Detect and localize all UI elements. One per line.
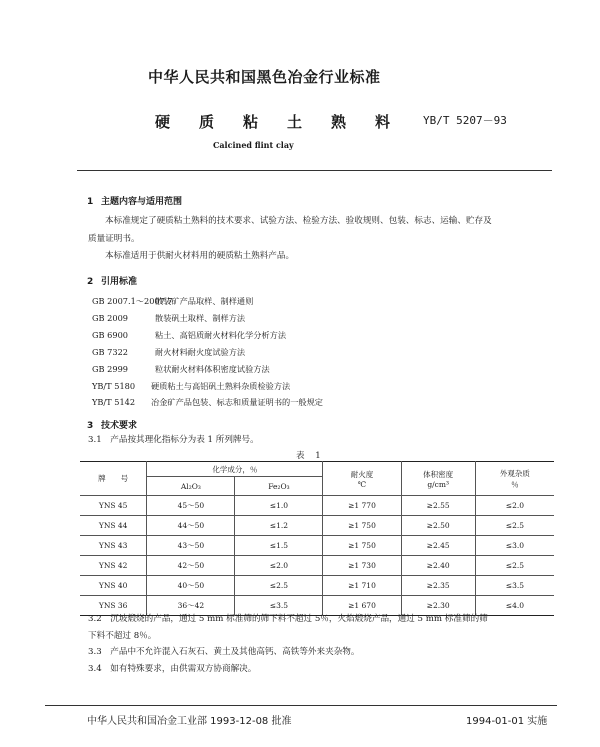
cell-grade: YNS 45 <box>80 496 147 516</box>
header-bulk-density-unit: g/cm³ <box>427 479 449 489</box>
section-1-paragraph-1-line-1: 本标准规定了硬质粘土熟料的技术要求、试验方法、检验方法、验收规则、包装、标志、运输、贮存及 <box>105 216 492 226</box>
cell-al2o3: 36～42 <box>147 596 235 616</box>
cell-visible-impurity: ≤2.5 <box>475 556 554 576</box>
header-chemical-composition: 化学成分，％ <box>147 462 323 477</box>
section-1-paragraph-2: 本标准适用于供耐火材料用的硬质粘土熟料产品。 <box>105 251 295 261</box>
section-3-title: 技术要求 <box>101 421 138 431</box>
section-3-heading <box>87 418 137 431</box>
reference-title: 冶金矿产品包装、标志和质量证明书的一般规定 <box>151 397 323 407</box>
cell-bulk-density: ≥2.30 <box>401 596 475 616</box>
clause-3-2-line-1: 3.2 沉坡煅烧的产品，通过 5 mm 标准筛的筛下料不超过 5％，火焰煅烧产品，通过 5 mm 标准筛的筛 <box>88 614 488 624</box>
cell-fe2o3: ≤2.5 <box>235 576 323 596</box>
cell-refractoriness: ≥1 770 <box>323 496 401 516</box>
footer-divider <box>45 705 557 706</box>
clause-3-3: 3.3 产品中不允许混入石灰石、黄土及其他高钙、高铁等外来夹杂物。 <box>88 647 360 657</box>
reference-item <box>92 381 290 392</box>
section-2-heading <box>87 274 137 287</box>
cell-visible-impurity: ≤4.0 <box>475 596 554 616</box>
document-title: 硬质粘土熟料 <box>155 113 420 131</box>
header-fe2o3: Fe₂O₃ <box>235 477 323 496</box>
header-refractoriness-unit: ℃ <box>357 479 367 489</box>
implementation-date: 1994-01-01 实施 <box>466 716 548 727</box>
cell-al2o3: 40～50 <box>147 576 235 596</box>
clause-3-4: 3.4 如有特殊要求，由供需双方协商解决。 <box>88 664 257 674</box>
section-3-number: 3 <box>87 421 94 431</box>
industry-title: 中华人民共和国黑色冶金行业标准 <box>148 68 381 86</box>
header-bulk-density-label: 体积密度 <box>423 469 454 479</box>
cell-al2o3: 42～50 <box>147 556 235 576</box>
approval-statement: 中华人民共和国冶金工业部 1993-12-08 批准 <box>87 716 292 727</box>
cell-grade: YNS 40 <box>80 576 147 596</box>
cell-bulk-density: ≥2.50 <box>401 516 475 536</box>
reference-item <box>92 397 323 408</box>
reference-item <box>92 347 245 358</box>
cell-grade: YNS 43 <box>80 536 147 556</box>
cell-al2o3: 43～50 <box>147 536 235 556</box>
section-1-heading <box>87 194 182 207</box>
reference-item <box>92 364 270 375</box>
specification-table <box>80 461 554 616</box>
section-1-title: 主题内容与适用范围 <box>101 197 183 207</box>
reference-title: 硬质粘土与高铝矾土熟料杂质检验方法 <box>151 381 291 391</box>
reference-title: 耐火材料耐火度试验方法 <box>155 347 246 357</box>
cell-fe2o3: ≤1.0 <box>235 496 323 516</box>
reference-code: GB 2009 <box>92 313 128 323</box>
reference-code: YB/T 5142 <box>92 397 136 407</box>
table-row <box>80 496 554 516</box>
cell-refractoriness: ≥1 750 <box>323 536 401 556</box>
table-row <box>80 576 554 596</box>
header-visible-impurity-unit: ％ <box>511 479 519 489</box>
standard-number: YB/T 5207－93 <box>423 114 507 127</box>
cell-fe2o3: ≤2.0 <box>235 556 323 576</box>
reference-title: 散装矾土取样、制样方法 <box>155 313 246 323</box>
table-row <box>80 556 554 576</box>
table-row <box>80 516 554 536</box>
header-visible-impurity <box>475 462 554 496</box>
cell-grade: YNS 42 <box>80 556 147 576</box>
cell-bulk-density: ≥2.55 <box>401 496 475 516</box>
reference-code: GB 2007.1～2007.7 <box>92 296 173 306</box>
section-2-title: 引用标准 <box>101 277 138 287</box>
reference-code: YB/T 5180 <box>92 381 136 391</box>
header-divider <box>77 170 552 171</box>
cell-refractoriness: ≥1 750 <box>323 516 401 536</box>
table-row <box>80 536 554 556</box>
cell-fe2o3: ≤1.5 <box>235 536 323 556</box>
header-bulk-density <box>401 462 475 496</box>
cell-grade: YNS 44 <box>80 516 147 536</box>
cell-visible-impurity: ≤3.5 <box>475 576 554 596</box>
header-refractoriness <box>323 462 401 496</box>
cell-fe2o3: ≤3.5 <box>235 596 323 616</box>
cell-visible-impurity: ≤3.0 <box>475 536 554 556</box>
cell-al2o3: 45～50 <box>147 496 235 516</box>
cell-visible-impurity: ≤2.0 <box>475 496 554 516</box>
header-al2o3: Al₂O₃ <box>147 477 235 496</box>
section-1-number: 1 <box>87 197 94 207</box>
table-caption: 表 1 <box>296 451 325 461</box>
english-title: Calcined flint clay <box>213 140 294 150</box>
reference-code: GB 7322 <box>92 347 128 357</box>
cell-refractoriness: ≥1 730 <box>323 556 401 576</box>
cell-bulk-density: ≥2.40 <box>401 556 475 576</box>
reference-item <box>92 296 253 307</box>
cell-al2o3: 44～50 <box>147 516 235 536</box>
cell-visible-impurity: ≤2.5 <box>475 516 554 536</box>
header-refractoriness-label: 耐火度 <box>350 469 374 479</box>
cell-grade: YNS 36 <box>80 596 147 616</box>
header-visible-impurity-label: 外观杂质 <box>499 468 530 478</box>
cell-fe2o3: ≤1.2 <box>235 516 323 536</box>
reference-title: 散装矿产品取样、制样通则 <box>155 296 254 306</box>
header-grade: 牌 号 <box>80 462 147 496</box>
reference-title: 粒状耐火材料体积密度试验方法 <box>155 364 270 374</box>
cell-refractoriness: ≥1 670 <box>323 596 401 616</box>
reference-title: 粘土、高铝质耐火材料化学分析方法 <box>155 330 287 340</box>
cell-refractoriness: ≥1 710 <box>323 576 401 596</box>
section-1-paragraph-1-line-2: 质量证明书。 <box>88 234 140 244</box>
clause-3-1: 3.1 产品按其理化指标分为表 1 所列牌号。 <box>88 435 259 445</box>
reference-item <box>92 313 245 324</box>
cell-bulk-density: ≥2.35 <box>401 576 475 596</box>
reference-code: GB 2999 <box>92 364 128 374</box>
clause-3-2-line-2: 下料不超过 8％。 <box>88 631 157 641</box>
section-2-number: 2 <box>87 277 94 287</box>
cell-bulk-density: ≥2.45 <box>401 536 475 556</box>
reference-item <box>92 330 286 341</box>
reference-code: GB 6900 <box>92 330 128 340</box>
